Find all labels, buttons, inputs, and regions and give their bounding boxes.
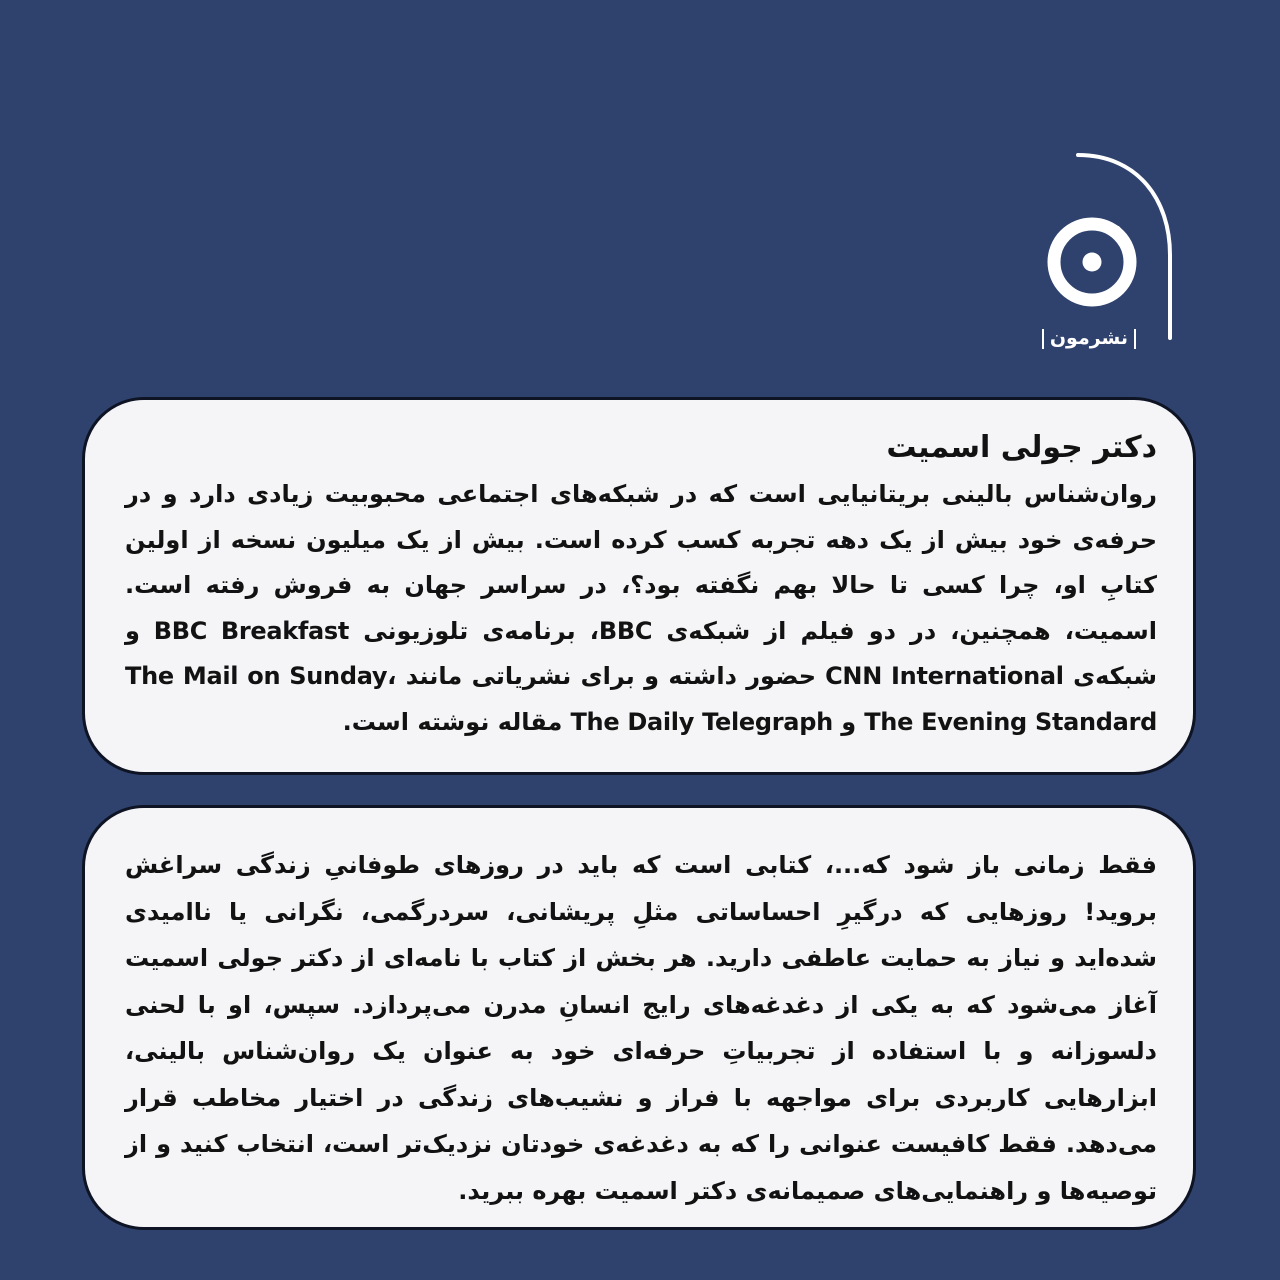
circle-dot-logo-icon <box>1000 150 1175 345</box>
author-name-heading: دکتر جولی اسمیت <box>886 430 1157 465</box>
brand-wordmark <box>1044 322 1142 354</box>
divider-bar <box>1134 329 1136 349</box>
divider-bar <box>1042 329 1044 349</box>
book-description-card <box>82 805 1196 1230</box>
brand-name: نشرمون <box>1049 327 1128 349</box>
author-bio-text: روان‌شناس بالینی بریتانیایی است که در شبکه‌های اجتماعی محبوبیت زیادی دارد و در حرفه‌ی خود بیش از یک دهه تجربه کسب کرده است. بیش از یک میلیون نسخه از اولین کتابِ او، چرا کسی تا حالا بهم نگفته بود؟، در سراسر جهان به فروش رفته است. اسمیت، همچنین، در دو فیلم از شبکه‌ی BBC، برنامه‌ی تلوزیونی BBC Breakfast و شبکه‌ی CNN International حضور داشته و برای نشریاتی مانند The Mail on Sunday، The Evening Standard و The Daily Telegraph مقاله نوشته است. <box>125 480 1157 736</box>
author-bio-card <box>82 397 1196 775</box>
book-description-text: فقط زمانی باز شود که...، کتابی است که باید در روزهای طوفانیِ زندگی سراغش بروید! روزهایی که درگیرِ احساساتی مثلِ پریشانی، سردرگمی، نگرانی یا ناامیدی شده‌اید و نیاز به حمایت عاطفی دارید. هر بخش از کتاب با نامه‌ای از دکتر جولی اسمیت آغاز می‌شود که به یکی از دغدغه‌های رایج انسانِ مدرن می‌پردازد. سپس، او با لحنی دلسوزانه و با استفاده از تجربیاتِ حرفه‌ای خود به عنوان یک روان‌شناس بالینی، ابزارهایی کاربردی برای مواجهه با فراز و نشیب‌های زندگی در اختیار مخاطب قرار می‌دهد. فقط کافیست عنوانی را که به دغدغه‌ی خودتان نزدیک‌تر است، انتخاب کنید و از توصیه‌ها و راهنمایی‌های صمیمانه‌ی دکتر اسمیت بهره ببرید. <box>125 851 1157 1205</box>
